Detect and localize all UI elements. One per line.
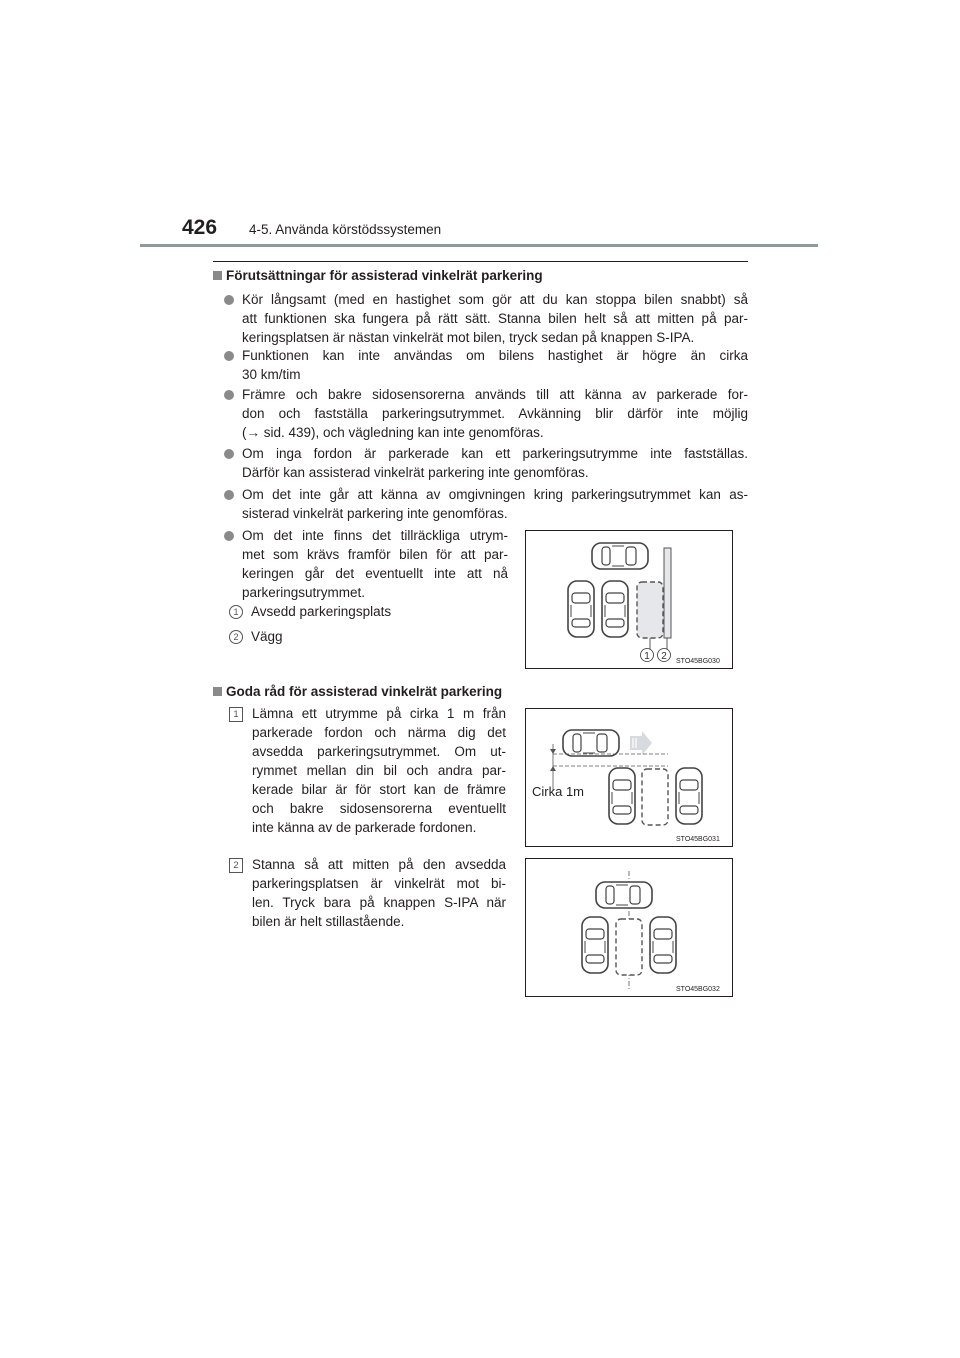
target-space-icon: [616, 919, 642, 975]
distance-label: Cirka 1m: [532, 784, 585, 799]
car-icon: [650, 917, 676, 973]
parking-diagram-2: [526, 709, 732, 846]
page-number: 426: [182, 216, 218, 239]
figure-code: STO45BG030: [676, 658, 720, 665]
bullet-dot-icon: [224, 295, 234, 305]
figure-stop-centered: [525, 858, 733, 997]
car-icon: [563, 730, 619, 756]
legend-item-wall: 2 Vägg: [229, 629, 283, 644]
figure-code: STO45BG032: [676, 986, 720, 993]
car-icon: [592, 543, 648, 569]
header-rule: [140, 244, 818, 247]
step-text: Stanna så att mitten på den avsedda parkeringsplatsen är vinkelrät mot bi- len. Tryck bara på knappen S-IPA när bilen är helt stillastående.: [252, 857, 506, 929]
section-heading-tips: Goda råd för assisterad vinkelrät parkering: [213, 684, 502, 699]
section-heading-prerequisites: Förutsättningar för assisterad vinkelrät parkering: [213, 268, 543, 283]
car-icon: [582, 917, 608, 973]
svg-text:1: 1: [644, 651, 650, 662]
figure-approach-distance: [525, 708, 733, 847]
car-icon: [568, 581, 594, 637]
car-icon: [609, 768, 635, 824]
step-text: Lämna ett utrymme på cirka 1 m från parkerade fordon och närma dig det avsedda parkeringsutrymmet. Om ut- rymmet mellan din bil och andra par- kerade bilar är för stort kan de främre och bakre sidosensorerna eventuellt inte känna av de parkerade fordonen.: [252, 706, 506, 835]
square-bullet-icon: [213, 271, 222, 280]
svg-text:2: 2: [661, 651, 667, 662]
bullet-dot-icon: [224, 390, 234, 400]
bullet-dot-icon: [224, 490, 234, 500]
target-space-icon: [637, 582, 663, 638]
step-number: 1: [229, 707, 243, 722]
wall-icon: [664, 548, 671, 638]
bullet-dot-icon: [224, 351, 234, 361]
car-icon: [602, 581, 628, 637]
chapter-title: 4-5. Använda körstödssystemen: [249, 222, 442, 237]
figure-code: STO45BG031: [676, 836, 720, 843]
square-bullet-icon: [213, 687, 222, 696]
car-icon: [596, 882, 652, 908]
parking-diagram-3: [526, 859, 732, 996]
parking-diagram-1: [526, 531, 732, 668]
figure-parking-wall: [525, 530, 733, 669]
bullet-dot-icon: [224, 531, 234, 541]
step-number: 2: [229, 858, 243, 873]
car-icon: [676, 768, 702, 824]
legend-item-parking-space: 1 Avsedd parkeringsplats: [229, 604, 391, 619]
section-rule: [213, 261, 748, 262]
bullet-dot-icon: [224, 449, 234, 459]
target-space-icon: [642, 769, 668, 825]
